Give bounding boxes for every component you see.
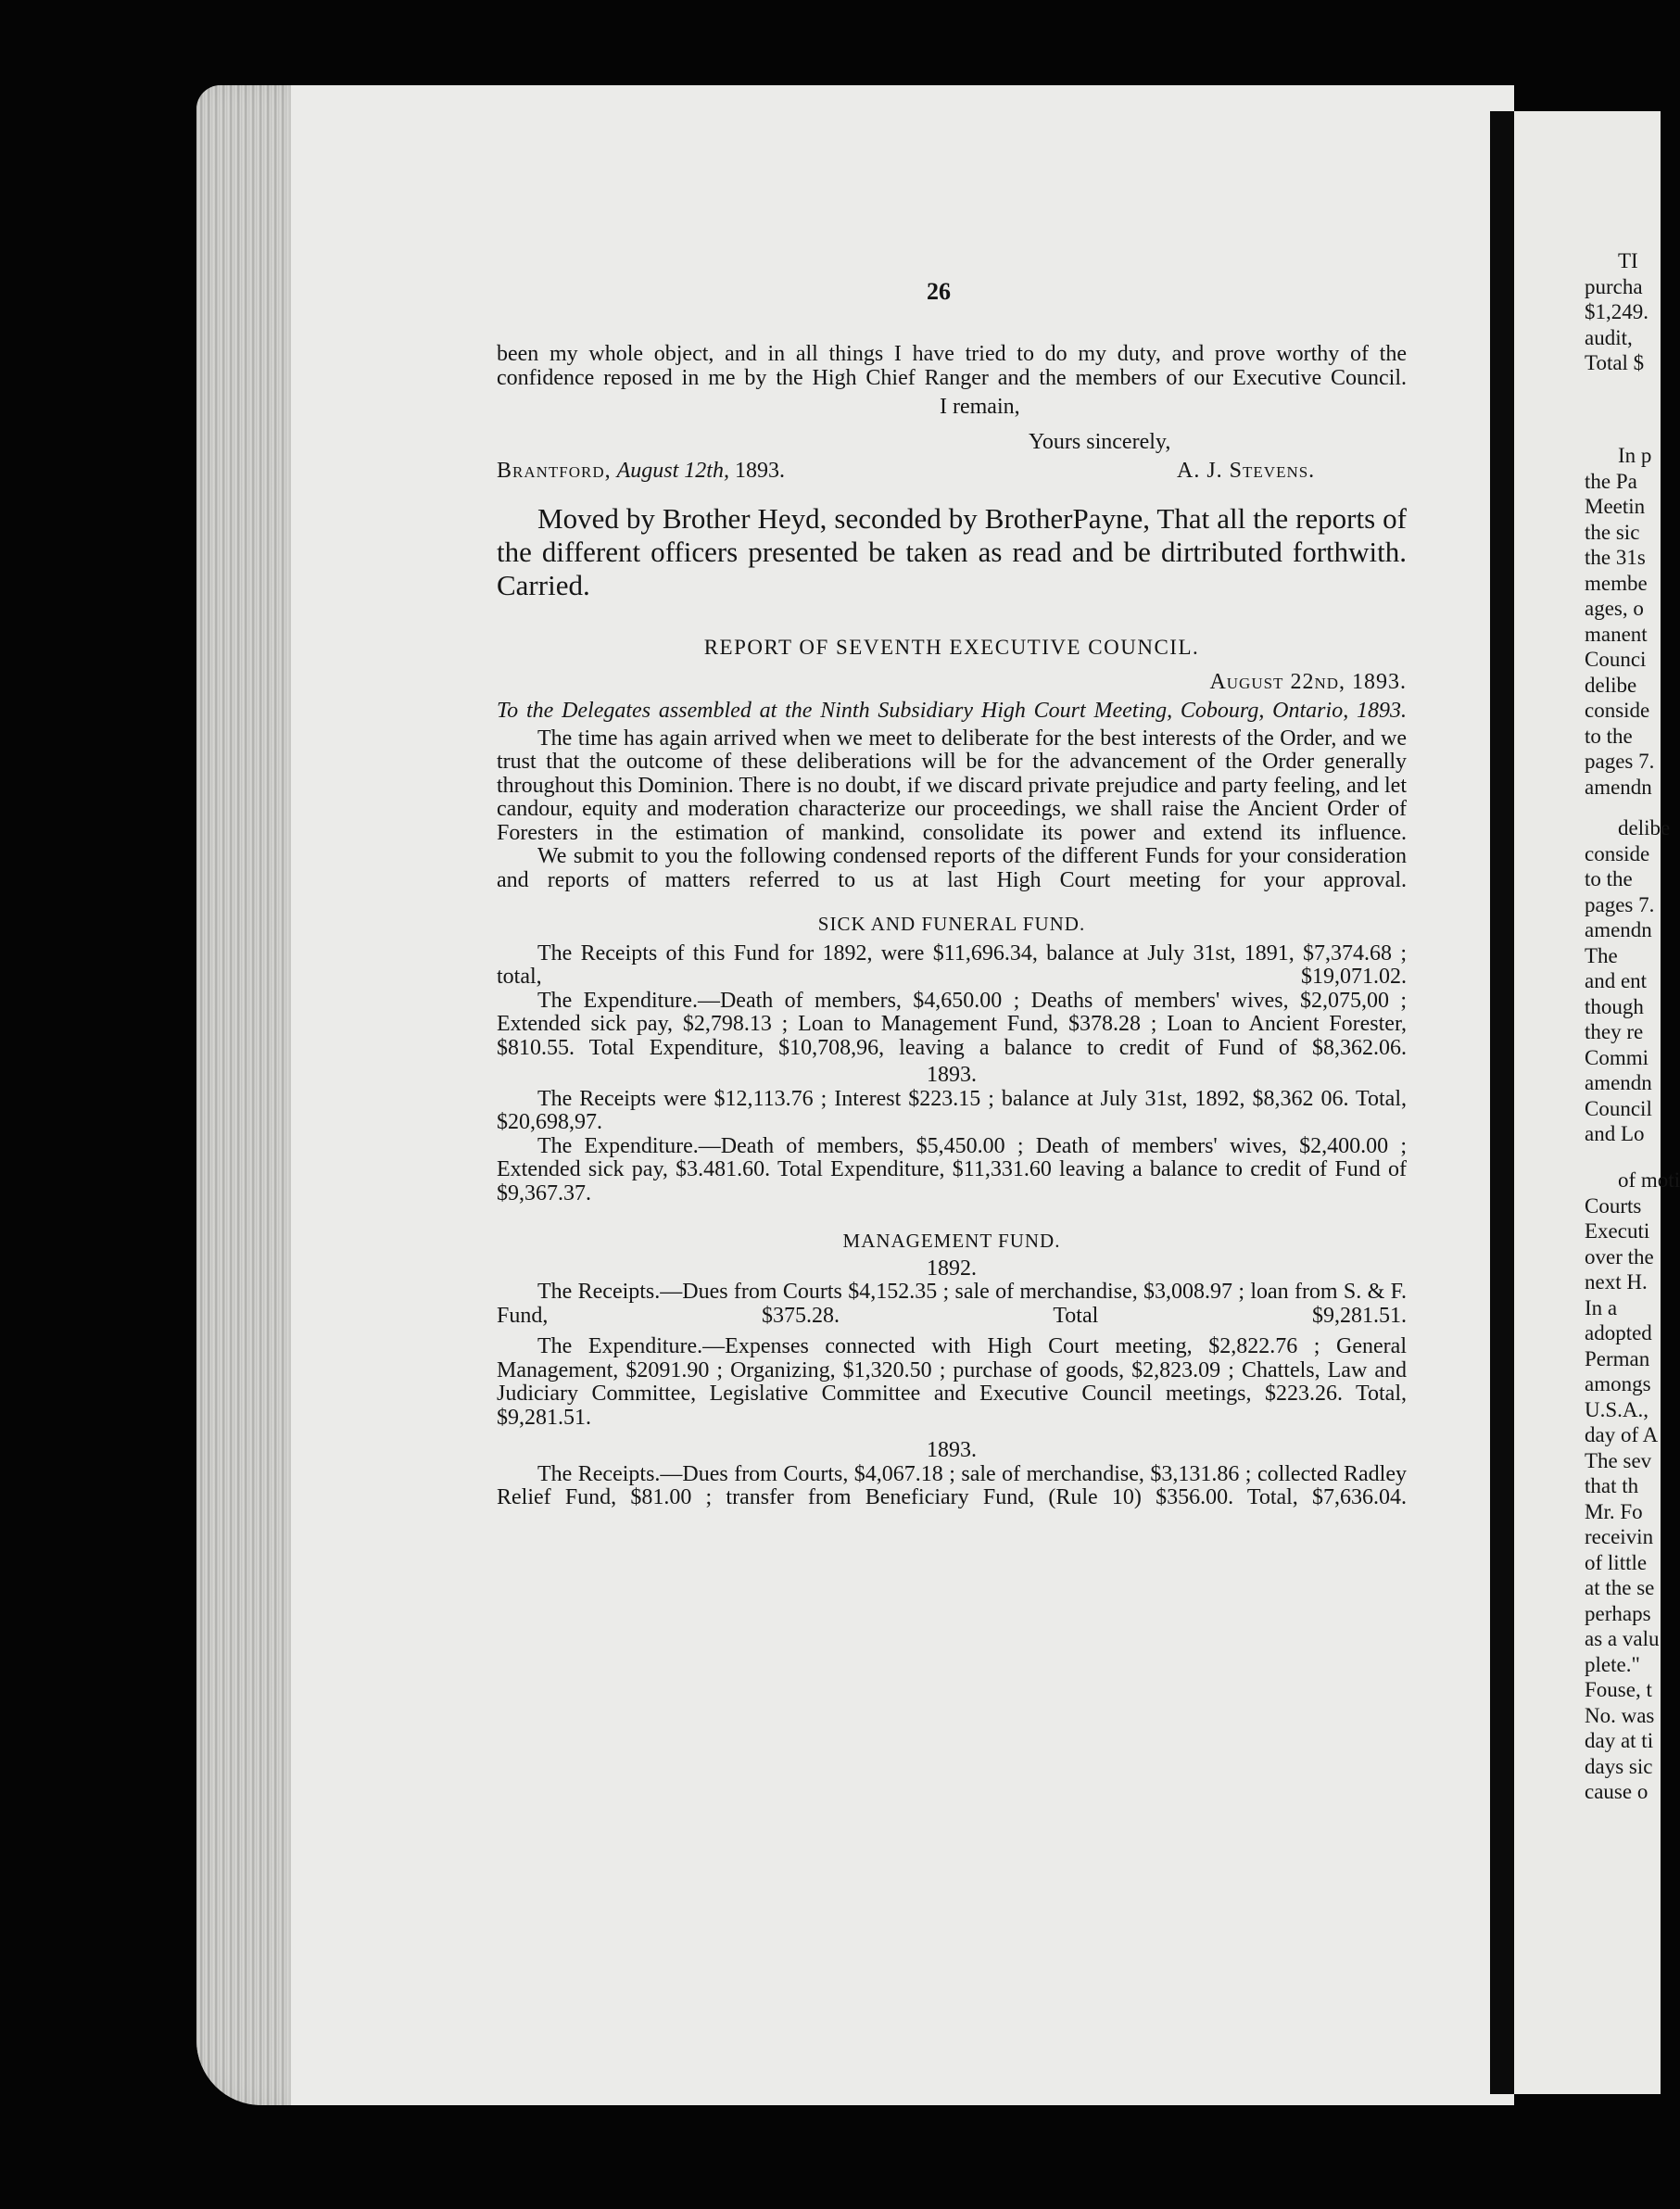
adjacent-page-fragment: day at ti [1585,1729,1654,1752]
adjacent-page-fragment: Council [1585,1096,1652,1120]
adjacent-page-fragment: days sic [1585,1754,1653,1778]
adjacent-page-fragment: Perman [1585,1346,1650,1370]
adjacent-page-fragment: and Lo [1585,1122,1645,1145]
adjacent-page-fragment: Total $ [1585,351,1645,374]
letter-remain: I remain, [940,395,1020,419]
adjacent-page-fragment: of moti [1618,1168,1680,1192]
adjacent-page-fragment: Mr. Fo [1585,1499,1643,1523]
adjacent-page-fragment: amendn [1585,1071,1652,1094]
adjacent-page-fragment: conside [1585,841,1650,865]
adjacent-page-fragment: $1,249. [1585,300,1648,323]
adjacent-page-fragment: ages, o [1585,597,1644,620]
adjacent-page-fragment: In a [1585,1295,1618,1319]
letter-year: 1893. [734,459,785,483]
page-edge-stack [196,85,300,2105]
adjacent-page-fragment: to the [1585,867,1633,890]
sick-fund-receipts-1892: The Receipts of this Fund for 1892, were $11,696.34, balance at July 31st, 1891, $7,374.68 ; total, $19,071.02. [497,940,1407,989]
adjacent-page-fragment: the Pa [1585,469,1637,493]
management-fund-expenditure-1892: The Expenditure.—Expenses connected with High Court meeting, $2,822.76 ; General Management, $2091.90 ; Organizing, $1,320.50 ; purchase of goods, $2,823.09 ; Chattels, Law and Judiciary Committee, Legislative Committee and Executive Council meetings, $223.26. Total, $9,281.51. [497,1334,1407,1430]
adjacent-page-fragment: amongs [1585,1372,1651,1395]
adjacent-page-fragment: Fouse, t [1585,1678,1652,1701]
letter-place: Brantford, [497,459,612,483]
adjacent-page-fragment: No. was [1585,1703,1655,1727]
adjacent-page-fragment: amendn [1585,918,1652,941]
management-fund-year-1892: 1892. [927,1256,977,1281]
adjacent-page-fragment: Counci [1585,648,1647,671]
letter-sincerely: Yours sincerely, [1029,429,1171,454]
adjacent-page-fragment: as a valu [1585,1627,1660,1650]
letter-continued-text: been my whole object, and in all things I have tried to do my duty, and prove worthy of the confidence reposed in me by the High Chief Ranger and the members of our Executive Council. [497,342,1407,390]
adjacent-page-fragment: receivin [1585,1525,1654,1548]
letter-date: August 12th, [616,459,729,483]
adjacent-page-fragment: Meetin [1585,495,1646,518]
adjacent-page-fragment: the 31s [1585,546,1646,569]
adjacent-page-fragment: purcha [1585,274,1643,298]
adjacent-page-fragment: conside [1585,699,1650,722]
sick-fund-expenditure-1892: The Expenditure.—Death of members, $4,650.00 ; Deaths of members' wives, $2,075,00 ; Extended sick pay, $2,798.13 ; Loan to Management Fund, $378.28 ; Loan to Ancient Forester, $810.55. Total Expenditure, $10,708,96, leaving a balance to credit of Fund of $8,362.06. [497,988,1407,1060]
adjacent-page-fragment: pages 7. [1585,892,1655,916]
adjacent-page-fragment: day of A [1585,1423,1659,1446]
adjacent-page-fragment: amendn [1585,775,1652,799]
adjacent-page-fragment: cause o [1585,1780,1648,1803]
adjacent-page-fragment: adopted [1585,1321,1652,1344]
adjacent-page-fragment: The sev [1585,1448,1652,1472]
adjacent-page-fragment: audit, [1585,325,1633,349]
adjacent-page-fragment: they re [1585,1020,1644,1043]
adjacent-page [1514,111,1680,2094]
adjacent-page-fragment: membe [1585,571,1648,595]
letter-signature: A. J. Stevens. [1177,459,1316,483]
management-fund-receipts-1893: The Receipts.—Dues from Courts, $4,067.18 ; sale of merchandise, $3,131.86 ; collected Radley Relief Fund, $81.00 ; transfer from Beneficiary Fund, (Rule 10) $356.00. Total, $7,636.04. [497,1461,1407,1509]
adjacent-page-fragment: plete." [1585,1652,1640,1676]
adjacent-page-fragment: U.S.A., [1585,1397,1649,1421]
letter-signoff-line [497,460,1407,484]
sick-fund-heading: SICK AND FUNERAL FUND. [817,913,1086,935]
adjacent-page-fragment: The [1585,943,1618,967]
adjacent-page-fragment: TI [1618,249,1638,272]
sick-fund-expenditure-1893: The Expenditure.—Death of members, $5,450.00 ; Death of members' wives, $2,400.00 ; Extended sick pay, $3.481.60. Total Expenditure, $11,331.60 leaving a balance to credit of Fund of $9,367.37. [497,1133,1407,1205]
page-number: 26 [927,278,951,305]
adjacent-page-fragment: that th [1585,1474,1639,1497]
report-paragraph-1: The time has again arrived when we meet to deliberate for the best interests of the Order, and we trust that the outcome of these deliberations will be for the advancement of the Order generally throughout this Dominion. There is no doubt, if we discard private prejudice and party feeling, and let candour, equity and moderation characterize our proceedings, we shall raise the Ancient Order of Foresters in the estimation of mankind, consolidate its power and extend its influence. [497,726,1407,845]
report-address: To the Delegates assembled at the Ninth Subsidiary High Court Meeting, Cobourg, Ontario, 1893. [497,699,1407,723]
adjacent-page-fragment: pages 7. [1585,750,1655,773]
adjacent-page-fragment: over the [1585,1244,1654,1269]
adjacent-page-fragment: at the se [1585,1576,1655,1599]
management-fund-receipts-1892: The Receipts.—Dues from Courts $4,152.35 ; sale of merchandise, $3,008.97 ; loan from S. & F. Fund, $375.28. Total $9,281.51. [497,1280,1407,1328]
report-paragraph-2: We submit to you the following condensed reports of the different Funds for your consideration and reports of matters referred to us at last High Court meeting for your approval. [497,844,1407,892]
adjacent-page-fragment: and ent [1585,969,1648,992]
management-fund-heading: MANAGEMENT FUND. [842,1230,1061,1252]
adjacent-page-fragment: next H. [1585,1270,1648,1294]
adjacent-page-fragment: Courts [1585,1193,1642,1218]
adjacent-page-fragment: the sic [1585,520,1640,544]
adjacent-page-fragment: of little [1585,1550,1648,1574]
adjacent-page-fragment: delibe [1618,816,1671,839]
report-title: REPORT OF SEVENTH EXECUTIVE COUNCIL. [703,636,1200,659]
adjacent-page-fragment: delibe [1585,673,1637,697]
adjacent-page-fragment: perhaps [1585,1601,1651,1625]
book-gutter [1490,111,1514,2094]
report-date: August 22nd, 1893. [1209,669,1407,694]
text-column [497,276,1407,1510]
adjacent-page-fragment: Executi [1585,1219,1650,1243]
adjacent-page-fragment: manent [1585,622,1648,646]
adjacent-page-fragment: Commi [1585,1045,1649,1069]
adjacent-page-fragment: to the [1585,724,1633,748]
adjacent-page-fragment: In p [1618,444,1652,467]
management-fund-year-1893: 1893. [927,1438,977,1462]
motion-text: Moved by Brother Heyd, seconded by BrotherPayne, That all the reports of the different officers presented be taken as read and be dirtributed forthwith. Carried. [497,502,1407,601]
adjacent-page-fragment: though [1585,994,1644,1018]
sick-fund-year-1893: 1893. [927,1063,977,1087]
sick-fund-receipts-1893: The Receipts were $12,113.76 ; Interest $223.15 ; balance at July 31st, 1892, $8,362 06. Total, $20,698,97. [497,1086,1407,1134]
